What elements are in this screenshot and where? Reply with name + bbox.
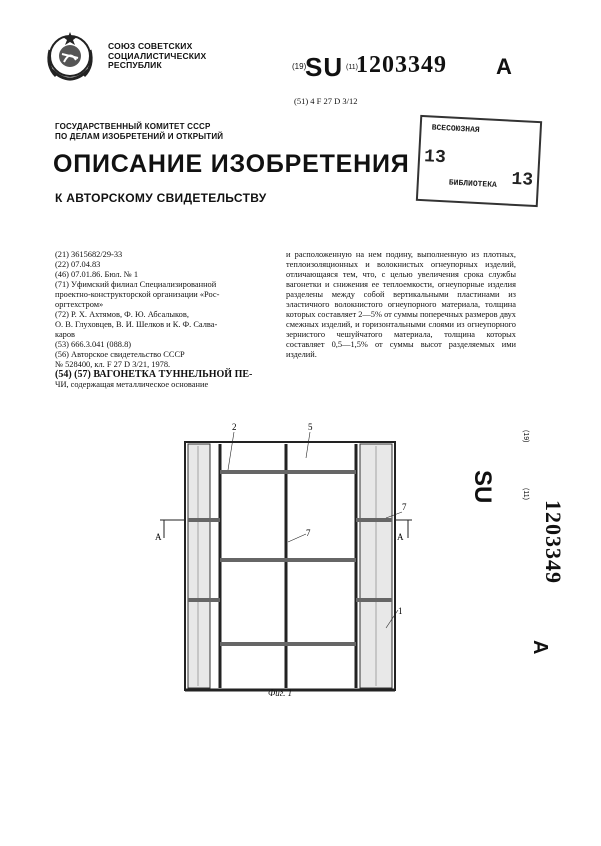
biblio-line: (72) Р. Х. Ахтямов, Ф. Ю. Абсалыков, <box>55 310 189 319</box>
claim-text: и расположенную на нем подину, выполненную из плотных, теплоизоляционных и волокнистых огнеупорных изделий, отличающаяся тем, что, с целью увеличения срока службы вагонетки и снижения ее теплоемкости, огнеупорные изделия разделены между собой вертикальными пластинами из эластичного волокнистого огнеупорного материала, толщина которых составляет 2—5% от суммы поперечных размеров двух смежных изделий, и горизонтальными слоями из огнеупорного зернистого чешуйчатого материала, толщина которых составляет 0,5—1,5% от суммы высот разделяемых ими изделий. <box>286 250 516 359</box>
side-pub-code: (19) <box>522 430 529 443</box>
horizontal-layer <box>188 518 220 522</box>
biblio-line: О. В. Глуховцев, В. И. Шелков и К. Ф. Салва- <box>55 320 218 329</box>
horizontal-layer <box>220 558 356 562</box>
biblio-line: оргтехстром» <box>55 300 104 309</box>
biblio-line: (56) Авторское свидетельство СССР <box>55 350 185 359</box>
biblio-line: (54) (57) ВАГОНЕТКА ТУННЕЛЬНОЙ ПЕ- <box>55 369 253 380</box>
pub-code: (19) <box>292 62 307 71</box>
label-5: 5 <box>308 422 313 432</box>
side-number-code: (11) <box>522 488 529 500</box>
biblio-line: (71) Уфимский филиал Специализированной <box>55 280 217 289</box>
bibliographic-data <box>55 250 277 390</box>
biblio-line: (21) 3615682/29-33 <box>55 250 123 259</box>
ipc-code: (51) 4 <box>294 96 315 106</box>
biblio-line: проектно-конструкторской организации «Рос- <box>55 290 220 299</box>
document-subtitle: К АВТОРСКОМУ СВИДЕТЕЛЬСТВУ <box>55 191 267 205</box>
committee-line: ПО ДЕЛАМ ИЗОБРЕТЕНИЙ И ОТКРЫТИЙ <box>55 132 224 141</box>
committee-line: ГОСУДАРСТВЕННЫЙ КОМИТЕТ СССР <box>55 122 211 131</box>
stamp-date: 13 <box>423 147 447 169</box>
document-title: ОПИСАНИЕ ИЗОБРЕТЕНИЯ <box>53 150 410 178</box>
stamp-date: 13 <box>510 169 534 191</box>
org-line: СОЦИАЛИСТИЧЕСКИХ <box>108 50 207 61</box>
label-1: 1 <box>398 606 403 616</box>
biblio-line: (46) 07.01.86. Бюл. № 1 <box>55 270 139 279</box>
section-label-a: A <box>397 532 404 542</box>
figure-drawing <box>150 418 420 698</box>
section-label-a: A <box>155 532 162 542</box>
committee <box>55 122 223 142</box>
biblio-line: № 528400, кл. F 27 D 3/21, 1978. <box>55 360 171 369</box>
figure-caption: Фиг. 1 <box>268 688 293 698</box>
side-country-code: SU <box>469 470 496 504</box>
ussr-emblem-icon <box>42 30 98 86</box>
number-code: (11) <box>346 64 358 71</box>
label-7: 7 <box>402 502 407 512</box>
country-code: SU <box>305 52 344 82</box>
stamp-line: ВСЕСОЮЗНАЯ <box>431 123 480 135</box>
kind-code: A <box>496 54 512 79</box>
ipc-classification <box>294 96 358 106</box>
horizontal-layer <box>356 518 392 522</box>
ipc-value: F 27 D 3/12 <box>316 96 358 106</box>
left-brick-column <box>188 444 210 688</box>
patent-number: 1203349 <box>356 52 447 78</box>
org-name <box>108 42 206 71</box>
label-2: 2 <box>232 422 237 432</box>
label-7: 7 <box>306 528 311 538</box>
biblio-line: (22) 07.04.83 <box>55 260 101 269</box>
horizontal-layer <box>220 470 356 474</box>
horizontal-layer <box>356 598 392 602</box>
biblio-line: каров <box>55 330 75 339</box>
side-kind-code: A <box>529 640 551 655</box>
org-line: СОЮЗ СОВЕТСКИХ <box>108 41 193 51</box>
horizontal-layer <box>220 642 356 646</box>
side-patent-number: 1203349 <box>541 500 566 584</box>
horizontal-layer <box>188 598 220 602</box>
library-stamp <box>416 115 542 207</box>
biblio-line: (53) 666.3.041 (088.8) <box>55 340 132 349</box>
biblio-line: ЧИ, содержащая металлическое основание <box>55 380 209 389</box>
stamp-line: БИБЛИОТЕКА <box>448 178 497 190</box>
org-line: РЕСПУБЛИК <box>108 60 162 70</box>
